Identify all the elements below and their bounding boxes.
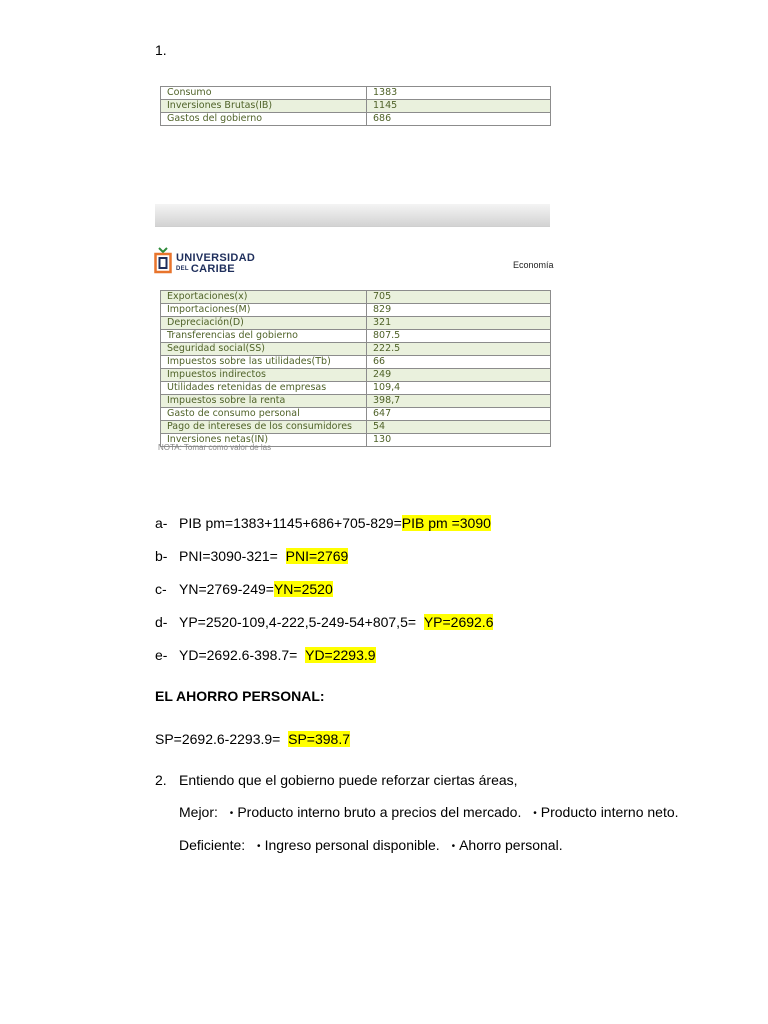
ahorro-heading: EL AHORRO PERSONAL: — [155, 688, 325, 704]
table-row: Pago de intereses de los consumidores 54 — [161, 421, 551, 434]
macro-data-table — [160, 290, 551, 447]
answer-c: c- YN=2769-249=YN=2520 — [155, 581, 333, 597]
university-logo-icon — [154, 246, 172, 274]
answer-e-result: YD=2293.9 — [305, 647, 376, 663]
answer-a-result: PIB pm =3090 — [401, 515, 491, 531]
answer-e: e- YD=2692.6-398.7= YD=2293.9 — [155, 647, 376, 663]
table-note-cut: NOTA: Tomar como valor de las — [158, 443, 272, 452]
q2-deficiente: Deficiente: • Ingreso personal disponible. • Ahorro personal. — [179, 837, 563, 853]
answer-b-result: PNI=2769 — [285, 548, 349, 564]
table-row: Inversiones netas(IN) 130 — [161, 434, 551, 447]
table-row: Transferencias del gobierno 807.5 — [161, 330, 551, 343]
income-table — [160, 86, 551, 126]
table-row: Exportaciones(x) 705 — [161, 291, 551, 304]
answer-c-result: YN=2520 — [273, 581, 333, 597]
question-2: 2. Entiendo que el gobierno puede reforzar ciertas áreas, — [155, 772, 518, 788]
answer-d-result: YP=2692.6 — [423, 614, 494, 630]
personal-saving: SP=2692.6-2293.9= SP=398.7 — [155, 731, 351, 747]
table-row: Consumo 1383 — [161, 87, 551, 100]
table-row: Seguridad social(SS) 222.5 — [161, 343, 551, 356]
table-row: Inversiones Brutas(IB) 1145 — [161, 100, 551, 113]
answer-b: b- PNI=3090-321= PNI=2769 — [155, 548, 349, 564]
table-row: Impuestos sobre las utilidades(Tb) 66 — [161, 356, 551, 369]
answer-a: a- PIB pm=1383+1145+686+705-829=PIB pm =3090 — [155, 515, 491, 531]
table-row: Gasto de consumo personal 647 — [161, 408, 551, 421]
course-title-cut: Economía — [513, 260, 554, 270]
screenshot-toolbar-strip — [155, 204, 550, 227]
q2-mejor: Mejor: • Producto interno bruto a precios del mercado. • Producto interno neto. — [179, 804, 679, 820]
table-row: Impuestos sobre la renta 398,7 — [161, 395, 551, 408]
table-row: Depreciación(D) 321 — [161, 317, 551, 330]
table-row: Utilidades retenidas de empresas 109,4 — [161, 382, 551, 395]
bullet-icon: • — [451, 840, 456, 852]
table-row: Importaciones(M) 829 — [161, 304, 551, 317]
university-name-del: DEL — [176, 266, 189, 273]
bullet-icon: • — [257, 840, 261, 852]
university-name-caribe: CARIBE — [190, 263, 235, 275]
bullet-icon: • — [229, 807, 234, 819]
university-name-line2 — [176, 263, 235, 275]
table-row: Gastos del gobierno 686 — [161, 113, 551, 126]
question-1-number: 1. — [155, 42, 167, 58]
table-row: Impuestos indirectos 249 — [161, 369, 551, 382]
bullet-icon: • — [533, 807, 537, 819]
personal-saving-result: SP=398.7 — [288, 731, 351, 747]
university-name-line1: UNIVERSIDAD — [176, 252, 256, 264]
answer-d: d- YP=2520-109,4-222,5-249-54+807,5= YP=2692.6 — [155, 614, 494, 630]
